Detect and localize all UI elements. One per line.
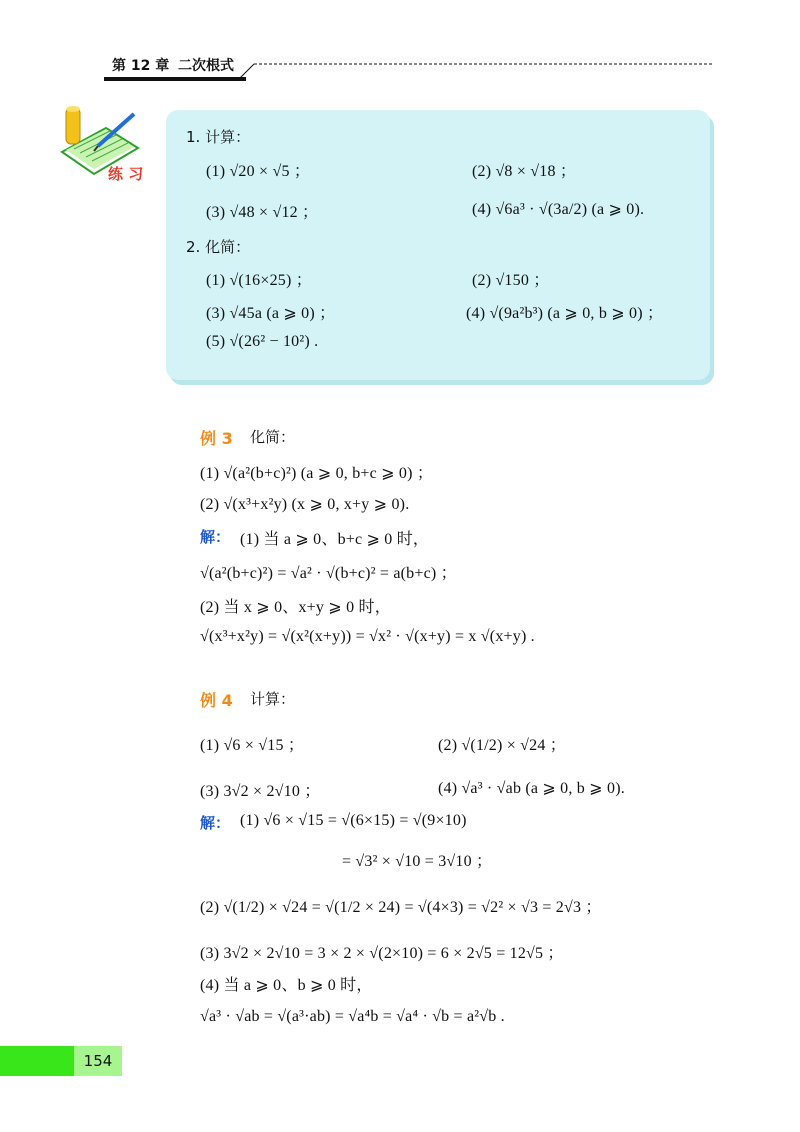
example4-sol-line3: (2) √(1/2) × √24 = √(1/2 × 24) = √(4×3) = √2² × √3 = 2√3 ； xyxy=(200,899,602,916)
example3-sol-line1: (1) 当 a ⩾ 0、b+c ⩾ 0 时， xyxy=(240,531,430,548)
example3-sol-line3: (2) 当 x ⩾ 0、x+y ⩾ 0 时， xyxy=(200,599,391,616)
header-underline xyxy=(104,77,246,81)
example4-title: 计算： xyxy=(250,690,296,708)
example3-label: 例 3 xyxy=(200,429,233,448)
example4-q4: (4) √a³ · √ab (a ⩾ 0, b ⩾ 0). xyxy=(438,780,625,797)
example4-label: 例 4 xyxy=(200,691,233,710)
practice-q2-3: (3) √45a (a ⩾ 0) ； xyxy=(206,305,336,322)
practice-q2-5: (5) √(26² − 10²) . xyxy=(206,333,319,350)
example3-q2: (2) √(x³+x²y) (x ⩾ 0, x+y ⩾ 0). xyxy=(200,496,410,513)
example3-q1: (1) √(a²(b+c)²) (a ⩾ 0, b+c ⩾ 0) ； xyxy=(200,465,434,482)
example4-q3: (3) 3√2 × 2√10 ； xyxy=(200,783,321,800)
example3-sol-line2: √(a²(b+c)²) = √a² · √(b+c)² = a(b+c) ； xyxy=(200,565,457,582)
practice-q1-4: (4) √6a³ · √(3a/2) (a ⩾ 0). xyxy=(472,201,645,218)
example4-q1: (1) √6 × √15 ； xyxy=(200,737,305,754)
header-dashed-rule xyxy=(240,58,715,82)
practice-q2-4: (4) √(9a²b³) (a ⩾ 0, b ⩾ 0) ； xyxy=(466,305,664,322)
example4-sol-line6: √a³ · √ab = √(a³·ab) = √a⁴b = √a⁴ · √b = a²√b . xyxy=(200,1008,505,1025)
chapter-title: 二次根式 xyxy=(178,58,234,74)
practice-q2-2: (2) √150 ； xyxy=(472,272,550,289)
practice-box xyxy=(166,110,710,380)
example4-solution-label: 解： xyxy=(200,814,231,832)
example3-sol-line4: √(x³+x²y) = √(x²(x+y)) = √x² · √(x+y) = x √(x+y) . xyxy=(200,628,535,645)
example4-q2: (2) √(1/2) × √24 ； xyxy=(438,737,566,754)
example3-solution-label: 解： xyxy=(200,528,231,546)
page-number: 154 xyxy=(74,1046,122,1076)
practice-q2-1: (1) √(16×25) ； xyxy=(206,272,312,289)
practice-q1-3: (3) √48 × √12 ； xyxy=(206,204,319,221)
practice-badge: 练 习 xyxy=(108,165,144,183)
example4-sol-line2: = √3² × √10 = 3√10 ； xyxy=(342,853,493,870)
practice-q2-title: 2. 化简： xyxy=(186,238,251,256)
example4-sol-line5: (4) 当 a ⩾ 0、b ⩾ 0 时， xyxy=(200,977,373,994)
chapter-number: 第 12 章 xyxy=(112,58,170,74)
practice-q1-title: 1. 计算： xyxy=(186,128,251,146)
page-color-bar xyxy=(0,1046,74,1076)
example4-sol-line1: (1) √6 × √15 = √(6×15) = √(9×10) xyxy=(240,812,467,829)
practice-q1-1: (1) √20 × √5 ； xyxy=(206,163,311,180)
example3-title: 化简： xyxy=(250,428,296,446)
example4-sol-line4: (3) 3√2 × 2√10 = 3 × 2 × √(2×10) = 6 × 2√5 = 12√5 ； xyxy=(200,945,564,962)
practice-q1-2: (2) √8 × √18 ； xyxy=(472,163,577,180)
